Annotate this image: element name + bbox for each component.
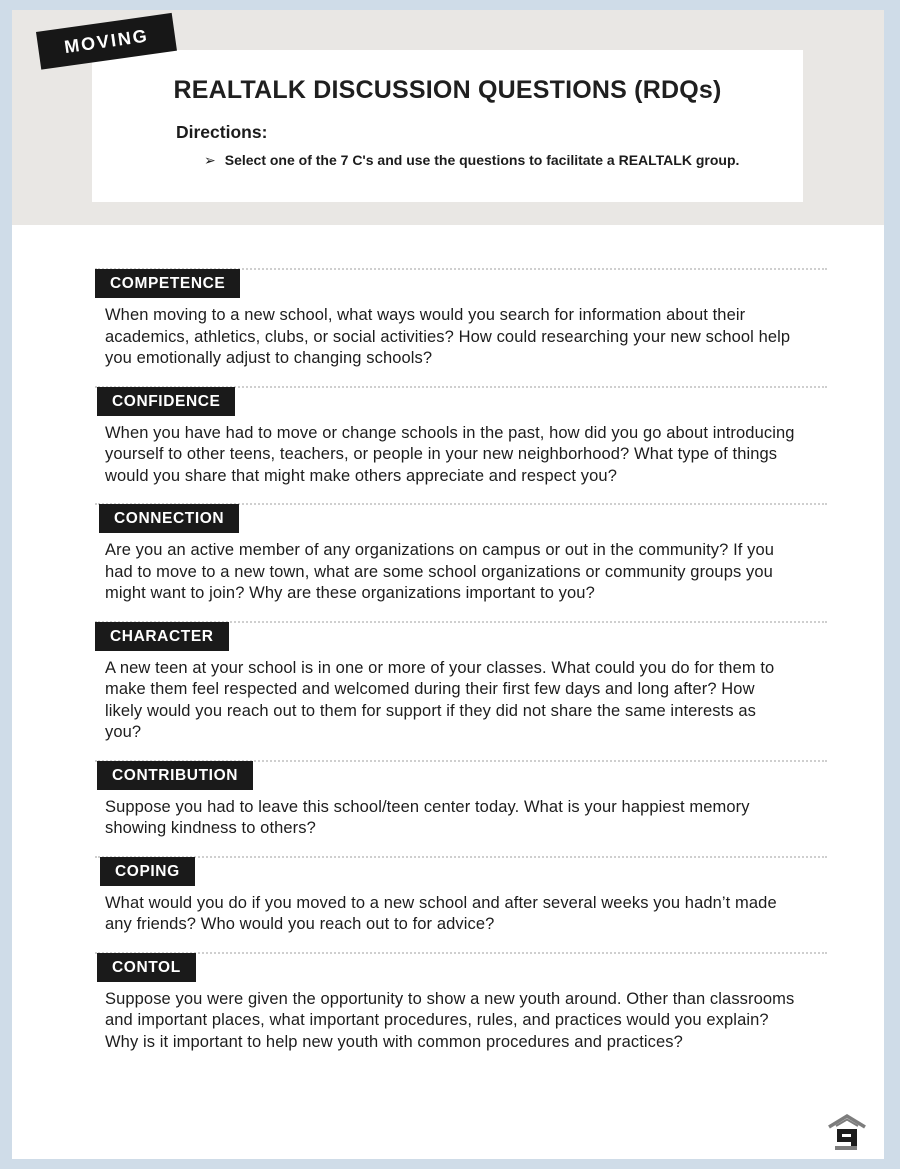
section-question-text: When moving to a new school, what ways would you search for information about their academics, athletics, clubs, or social activities? How could researching your new school help you emotionally adjust to changing schools? [105, 306, 791, 367]
section-question-text: Suppose you had to leave this school/teen center today. What is your happiest memory showing kindness to others? [105, 797, 750, 837]
section-question-text: A new teen at your school is in one or more of your classes. What could you do for them to make them feel respected and welcomed during their first few days and long after? How likely would you reach out to them for support if they did not share the same interests as you? [105, 658, 775, 741]
section-label: CHARACTER [95, 622, 229, 651]
section-label: CONTRIBUTION [97, 761, 253, 790]
question-section [95, 856, 827, 952]
arrow-bullet-icon: ➢ [204, 152, 216, 168]
section-label: COMPETENCE [95, 269, 240, 298]
section-label: CONTOL [97, 953, 196, 982]
moving-tag-label: MOVING [62, 25, 150, 58]
title-card [92, 50, 803, 202]
question-section [95, 268, 827, 386]
page-title: REALTALK DISCUSSION QUESTIONS (RDQs) [173, 76, 722, 104]
section-question-text: Suppose you were given the opportunity to show a new youth around. Other than classrooms and important places, what important procedures, rules, and practices would you explain? Why is it important to help new youth with common procedures and practices? [105, 989, 795, 1051]
question-section [95, 386, 827, 504]
sections [12, 225, 884, 1069]
section-question-text: When you have had to move or change schools in the past, how did you go about introducing yourself to other teens, teachers, or people in your new neighborhood? What type of things would you share that might make others appreciate and respect you? [105, 423, 795, 485]
question-section [95, 503, 827, 621]
worksheet-page [12, 10, 884, 1159]
house-logo-icon [824, 1113, 870, 1155]
question-section [95, 621, 827, 760]
section-question-text: Are you an active member of any organizations on campus or out in the community? If you had to move to a new town, what are some school organizations or community groups you might want to join? Why are these organizations important to you? [105, 541, 775, 602]
question-section [95, 952, 827, 1070]
section-label: COPING [100, 857, 195, 886]
section-question-text: What would you do if you moved to a new school and after several weeks you hadn’t made any friends? Who would you reach out to for advice? [105, 893, 777, 933]
directions-bullet-text: Select one of the 7 C's and use the questions to facilitate a REALTALK group. [224, 152, 740, 168]
question-section [95, 760, 827, 856]
directions-label: Directions: [176, 122, 268, 142]
section-label: CONNECTION [99, 504, 239, 533]
directions-bullet [204, 152, 803, 169]
section-label: CONFIDENCE [97, 387, 235, 416]
